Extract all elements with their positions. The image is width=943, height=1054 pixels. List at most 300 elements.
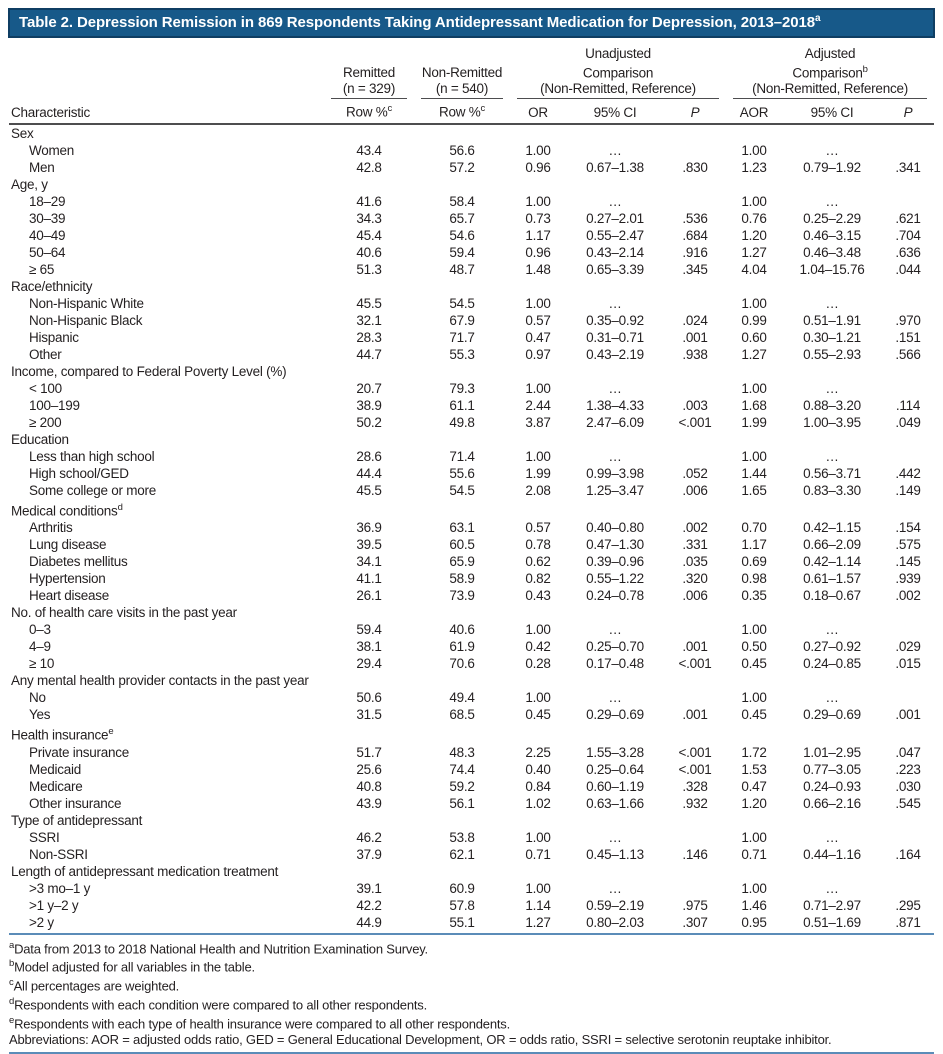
value-cell-or: 0.96	[525, 159, 551, 175]
value-cell-non-remitted-pct: 61.9	[449, 639, 475, 654]
value-cell-unadjusted-ci: 0.24–0.78	[586, 588, 644, 603]
value-cell-non-remitted-pct: 62.1	[449, 846, 475, 862]
footnote-marker: c	[480, 103, 485, 114]
value-cell-adjusted-ci: 0.27–0.92	[803, 639, 861, 654]
value-cell-adjusted-p	[882, 380, 934, 397]
value-cell-non-remitted-pct: 70.6	[449, 656, 475, 671]
value-cell-or: 1.00	[525, 622, 551, 637]
table-row	[9, 414, 934, 431]
value-cell-unadjusted-p: .331	[682, 537, 708, 552]
or-header: OR	[510, 99, 566, 124]
value-cell-remitted-pct: 39.1	[356, 880, 382, 896]
value-cell-non-remitted-pct: 65.9	[449, 554, 475, 569]
value-cell-unadjusted-p: .001	[682, 639, 708, 654]
value-cell-adjusted-p: .151	[895, 329, 921, 345]
value-cell-aor: 1.27	[741, 244, 767, 260]
value-cell-aor: 0.76	[741, 210, 767, 226]
value-cell-adjusted-p: .566	[895, 346, 921, 362]
table-row	[9, 706, 934, 723]
value-cell-adjusted-p	[882, 829, 934, 846]
characteristic-cell: Less than high school	[29, 448, 155, 464]
value-cell-remitted-pct: 36.9	[356, 520, 382, 535]
value-cell-remitted-pct: 40.6	[356, 244, 382, 260]
table-row	[9, 761, 934, 778]
value-cell-unadjusted-p	[664, 829, 726, 846]
value-cell-unadjusted-p: .328	[682, 778, 708, 794]
value-cell-unadjusted-p	[664, 689, 726, 706]
value-cell-unadjusted-ci: …	[608, 295, 622, 311]
value-cell-non-remitted-pct: 60.5	[449, 537, 475, 552]
value-cell-adjusted-p: .030	[895, 778, 921, 794]
value-cell-adjusted-p: .442	[895, 465, 921, 481]
value-cell-unadjusted-p	[664, 880, 726, 897]
value-cell-non-remitted-pct: 48.7	[449, 261, 475, 277]
value-cell-remitted-pct: 50.2	[356, 414, 382, 430]
value-cell-adjusted-p	[882, 142, 934, 159]
category-label: Education	[11, 431, 69, 447]
adjusted-ci-header: 95% CI	[782, 99, 882, 124]
value-cell-aor: 1.99	[741, 414, 767, 430]
value-cell-unadjusted-ci: 0.17–0.48	[586, 656, 644, 671]
adjusted-p-header: P	[882, 99, 934, 124]
table-row	[9, 553, 934, 570]
footnote-marker: d	[117, 501, 123, 513]
value-cell-aor: 0.69	[741, 554, 767, 569]
table-row	[9, 380, 934, 397]
characteristic-cell: < 100	[29, 380, 62, 396]
value-cell-unadjusted-ci: …	[608, 690, 622, 705]
characteristic-cell: Medicare	[29, 778, 83, 794]
table-row	[9, 795, 934, 812]
value-cell-adjusted-ci: 0.25–2.29	[803, 210, 861, 226]
value-cell-adjusted-ci: 0.46–3.48	[803, 244, 861, 260]
category-label: Any mental health provider contacts in the past year	[11, 673, 309, 688]
value-cell-unadjusted-ci: 0.25–0.64	[586, 761, 644, 777]
value-cell-non-remitted-pct: 49.8	[449, 414, 475, 430]
value-cell-remitted-pct: 43.4	[356, 142, 382, 158]
characteristic-cell: Women	[29, 142, 75, 158]
value-cell-adjusted-ci: 0.83–3.30	[803, 482, 861, 498]
value-cell-adjusted-ci: 1.01–2.95	[803, 744, 861, 760]
value-cell-non-remitted-pct: 71.4	[449, 448, 475, 464]
table-title: Table 2. Depression Remission in 869 Respondents Taking Antidepressant Medication for Depression, 2013–2018	[19, 14, 815, 31]
table-body	[9, 124, 934, 934]
value-cell-remitted-pct: 25.6	[356, 761, 382, 777]
value-cell-aor: 1.23	[741, 159, 767, 175]
value-cell-remitted-pct: 37.9	[356, 846, 382, 862]
value-cell-aor: 0.71	[741, 846, 767, 862]
footnote: $^a$Data from 2013 to 2018 National Health and Nutrition Examination Survey.	[9, 939, 428, 956]
value-cell-remitted-pct: 45.4	[356, 227, 382, 243]
characteristic-cell: 100–199	[29, 397, 80, 413]
value-cell-unadjusted-ci: 0.63–1.66	[586, 795, 644, 811]
value-cell-adjusted-p: .001	[895, 707, 921, 722]
value-cell-unadjusted-p: .001	[682, 707, 708, 722]
value-cell-unadjusted-ci: …	[608, 193, 622, 209]
value-cell-unadjusted-ci: …	[608, 880, 622, 896]
value-cell-or: 1.02	[525, 795, 551, 811]
value-cell-non-remitted-pct: 55.3	[449, 346, 475, 362]
characteristic-cell: 50–64	[29, 244, 66, 260]
value-cell-unadjusted-p	[664, 448, 726, 465]
value-cell-unadjusted-p: .003	[682, 397, 708, 413]
remitted-column-header	[324, 42, 414, 99]
value-cell-unadjusted-ci: …	[608, 829, 622, 845]
value-cell-aor: 1.20	[741, 795, 767, 811]
footnote: $^c$All percentages are weighted.	[9, 977, 180, 994]
footnote-marker: e	[108, 726, 114, 737]
value-cell-or: 1.00	[525, 690, 551, 705]
value-cell-or: 1.00	[525, 295, 551, 311]
table-row	[9, 244, 934, 261]
value-cell-unadjusted-ci: 0.27–2.01	[586, 210, 644, 226]
remitted-n: (n = 329)	[342, 80, 396, 96]
table-row	[9, 846, 934, 863]
value-cell-or: 0.96	[525, 244, 551, 260]
category-row	[9, 431, 934, 448]
table-row	[9, 519, 934, 536]
value-cell-adjusted-ci: 0.51–1.69	[782, 914, 882, 934]
value-cell-adjusted-ci: 0.46–3.15	[803, 227, 861, 243]
characteristic-cell: Private insurance	[29, 744, 130, 760]
value-cell-aor: 0.70	[741, 520, 767, 535]
characteristic-cell: Some college or more	[29, 482, 157, 498]
category-row	[9, 124, 934, 142]
characteristic-cell: Diabetes mellitus	[29, 554, 128, 569]
characteristic-cell: High school/GED	[29, 465, 129, 481]
value-cell-adjusted-ci: 0.79–1.92	[803, 159, 861, 175]
value-cell-unadjusted-ci: 0.40–0.80	[586, 520, 644, 535]
table-row	[9, 829, 934, 846]
value-cell-adjusted-p	[882, 621, 934, 638]
value-cell-remitted-pct: 34.3	[356, 210, 382, 226]
value-cell-unadjusted-p: .916	[682, 244, 708, 260]
value-cell-adjusted-ci: 0.24–0.85	[803, 656, 861, 671]
value-cell-non-remitted-pct: 58.4	[449, 193, 475, 209]
category-row	[9, 604, 934, 621]
characteristic-header-spacer	[9, 42, 324, 99]
table-row	[9, 210, 934, 227]
value-cell-unadjusted-ci: 0.43–2.14	[586, 244, 644, 260]
value-cell-unadjusted-p: <.001	[678, 744, 712, 760]
category-label: Income, compared to Federal Poverty Level (%)	[11, 363, 287, 379]
category-row	[9, 863, 934, 880]
value-cell-or: 2.44	[525, 397, 551, 413]
value-cell-aor: 0.47	[741, 778, 767, 794]
value-cell-aor: 1.00	[741, 690, 767, 705]
value-cell-remitted-pct: 44.9	[324, 914, 414, 934]
table-row	[9, 312, 934, 329]
table-row	[9, 346, 934, 363]
table-row	[9, 193, 934, 210]
value-cell-adjusted-p: .015	[895, 656, 921, 671]
value-cell-remitted-pct: 41.1	[356, 571, 382, 586]
footnote-marker: c	[387, 103, 392, 114]
row-pct-label: Row %	[438, 104, 481, 120]
category-row	[9, 278, 934, 295]
value-cell-unadjusted-p: .001	[682, 329, 708, 345]
value-cell-adjusted-ci: 0.42–1.14	[803, 554, 861, 569]
value-cell-aor: 1.00	[741, 880, 767, 896]
value-cell-unadjusted-ci: 1.38–4.33	[586, 397, 644, 413]
value-cell-remitted-pct: 41.6	[356, 193, 382, 209]
category-row	[9, 176, 934, 193]
characteristic-cell: Non-Hispanic Black	[29, 312, 143, 328]
table-row	[9, 465, 934, 482]
value-cell-unadjusted-ci: 1.55–3.28	[586, 744, 644, 760]
value-cell-aor: 0.99	[741, 312, 767, 328]
table-row	[9, 655, 934, 672]
value-cell-or: 1.00	[525, 829, 551, 845]
table-row	[9, 261, 934, 278]
value-cell-unadjusted-ci: 0.47–1.30	[586, 537, 644, 552]
value-cell-aor: 1.65	[741, 482, 767, 498]
value-cell-unadjusted-p: .536	[682, 210, 708, 226]
table-row	[9, 587, 934, 604]
value-cell-remitted-pct: 38.1	[356, 639, 382, 654]
characteristic-cell: 30–39	[29, 210, 66, 226]
value-cell-unadjusted-p: .830	[682, 159, 708, 175]
value-cell-or: 0.45	[525, 707, 551, 722]
value-cell-adjusted-ci: 1.00–3.95	[803, 414, 861, 430]
value-cell-adjusted-p	[882, 880, 934, 897]
adjusted-line3: (Non-Remitted, Reference)	[752, 80, 908, 96]
value-cell-remitted-pct: 42.2	[356, 897, 382, 913]
value-cell-unadjusted-p: .006	[682, 482, 708, 498]
value-cell-unadjusted-ci: …	[608, 142, 622, 158]
non-remitted-row-pct-header	[414, 99, 510, 124]
unadjusted-p-header: P	[664, 99, 726, 124]
value-cell-remitted-pct: 31.5	[356, 707, 382, 722]
value-cell-remitted-pct: 39.5	[356, 537, 382, 552]
value-cell-non-remitted-pct: 57.2	[449, 159, 475, 175]
footnote: $^b$Model adjusted for all variables in the table.	[9, 958, 255, 975]
value-cell-non-remitted-pct: 60.9	[449, 880, 475, 896]
value-cell-adjusted-ci: 0.77–3.05	[803, 761, 861, 777]
value-cell-or: 0.28	[525, 656, 551, 671]
category-label: Race/ethnicity	[11, 278, 93, 294]
value-cell-or: 0.73	[525, 210, 551, 226]
value-cell-adjusted-p: .164	[895, 846, 921, 862]
value-cell-remitted-pct: 26.1	[356, 588, 382, 603]
value-cell-aor: 1.20	[741, 227, 767, 243]
characteristic-cell: 0–3	[29, 622, 51, 637]
category-label: Age, y	[11, 176, 48, 192]
value-cell-non-remitted-pct: 56.6	[449, 142, 475, 158]
value-cell-unadjusted-p: .052	[682, 465, 708, 481]
value-cell-unadjusted-p: .307	[664, 914, 726, 934]
value-cell-adjusted-p: .049	[895, 414, 921, 430]
unadjusted-line1: Unadjusted	[585, 46, 651, 61]
characteristic-cell: >1 y–2 y	[29, 897, 79, 913]
table-row	[9, 448, 934, 465]
value-cell-remitted-pct: 28.6	[356, 448, 382, 464]
non-remitted-column-header	[414, 42, 510, 99]
value-cell-remitted-pct: 20.7	[356, 380, 382, 396]
value-cell-remitted-pct: 32.1	[356, 312, 382, 328]
value-cell-aor: 1.17	[741, 537, 767, 552]
value-cell-adjusted-ci: 0.55–2.93	[803, 346, 861, 362]
table-row	[9, 536, 934, 553]
category-row	[9, 499, 934, 520]
value-cell-adjusted-p	[882, 689, 934, 706]
value-cell-adjusted-ci: …	[825, 380, 839, 396]
value-cell-adjusted-p: .223	[895, 761, 921, 777]
value-cell-or: 1.27	[510, 914, 566, 934]
value-cell-adjusted-ci: 0.44–1.16	[803, 846, 861, 862]
value-cell-aor: 1.00	[741, 295, 767, 311]
value-cell-non-remitted-pct: 61.1	[449, 397, 475, 413]
characteristic-cell: Heart disease	[29, 588, 110, 603]
value-cell-aor: 0.60	[741, 329, 767, 345]
footnotes	[9, 935, 934, 1054]
value-cell-aor: 0.45	[741, 656, 767, 671]
value-cell-adjusted-p	[882, 295, 934, 312]
table-row	[9, 914, 934, 934]
unadjusted-line2: Comparison	[582, 65, 654, 80]
characteristic-cell: Medicaid	[29, 761, 82, 777]
value-cell-adjusted-p: .704	[895, 227, 921, 243]
value-cell-aor: 0.50	[741, 639, 767, 654]
value-cell-aor: 1.00	[741, 380, 767, 396]
value-cell-non-remitted-pct: 54.6	[449, 227, 475, 243]
value-cell-unadjusted-ci: 0.25–0.70	[586, 639, 644, 654]
category-label: Type of antidepressant	[11, 812, 143, 828]
value-cell-unadjusted-ci: 1.25–3.47	[586, 482, 644, 498]
value-cell-aor: 4.04	[741, 261, 767, 277]
value-cell-non-remitted-pct: 79.3	[449, 380, 475, 396]
value-cell-adjusted-p: .044	[895, 261, 921, 277]
value-cell-non-remitted-pct: 54.5	[449, 295, 475, 311]
table-row	[9, 570, 934, 587]
value-cell-aor: 1.00	[741, 829, 767, 845]
value-cell-remitted-pct: 40.8	[356, 778, 382, 794]
value-cell-unadjusted-ci: 0.55–1.22	[586, 571, 644, 586]
value-cell-adjusted-p: .341	[895, 159, 921, 175]
value-cell-adjusted-p	[882, 448, 934, 465]
value-cell-or: 0.57	[525, 312, 551, 328]
value-cell-non-remitted-pct: 59.4	[449, 244, 475, 260]
characteristic-cell: Other	[29, 346, 62, 362]
value-cell-aor: 1.44	[741, 465, 767, 481]
category-row	[9, 363, 934, 380]
value-cell-unadjusted-ci: 0.60–1.19	[586, 778, 644, 794]
adjusted-comparison-header	[726, 42, 934, 99]
table-title-bar	[8, 8, 935, 38]
value-cell-unadjusted-p	[664, 380, 726, 397]
value-cell-aor: 1.00	[741, 448, 767, 464]
value-cell-or: 1.00	[525, 880, 551, 896]
value-cell-adjusted-ci: …	[825, 193, 839, 209]
value-cell-adjusted-ci: 0.88–3.20	[803, 397, 861, 413]
value-cell-adjusted-ci: 0.29–0.69	[803, 707, 861, 722]
characteristic-cell: Non-SSRI	[29, 846, 88, 862]
value-cell-unadjusted-ci: 0.29–0.69	[586, 707, 644, 722]
value-cell-or: 0.43	[525, 588, 551, 603]
value-cell-adjusted-ci: …	[825, 622, 839, 637]
value-cell-unadjusted-ci: 0.99–3.98	[586, 465, 644, 481]
value-cell-unadjusted-p: <.001	[678, 761, 712, 777]
value-cell-unadjusted-p: .345	[682, 261, 708, 277]
value-cell-adjusted-p: .545	[895, 795, 921, 811]
value-cell-or: 0.47	[525, 329, 551, 345]
footnote-marker: c	[9, 977, 14, 989]
value-cell-or: 0.57	[525, 520, 551, 535]
value-cell-non-remitted-pct: 40.6	[449, 622, 475, 637]
value-cell-unadjusted-p: <.001	[678, 656, 712, 671]
characteristic-cell: >3 mo–1 y	[29, 880, 91, 896]
value-cell-aor: 0.45	[741, 707, 767, 722]
value-cell-non-remitted-pct: 59.2	[449, 778, 475, 794]
value-cell-or: 0.42	[525, 639, 551, 654]
value-cell-adjusted-ci: 0.66–2.09	[803, 537, 861, 552]
category-label: Medical conditions$^d$	[11, 501, 123, 518]
value-cell-remitted-pct: 44.4	[356, 465, 382, 481]
table-row	[9, 142, 934, 159]
value-cell-unadjusted-ci: 0.45–1.13	[586, 846, 644, 862]
unadjusted-ci-header: 95% CI	[566, 99, 664, 124]
characteristic-cell: SSRI	[29, 829, 60, 845]
value-cell-adjusted-ci: 0.51–1.91	[803, 312, 861, 328]
value-cell-remitted-pct: 51.3	[356, 261, 382, 277]
footnote: $^e$Respondents with each type of health insurance were compared to all other respondents.	[9, 1015, 510, 1032]
value-cell-adjusted-ci: 1.04–15.76	[799, 261, 865, 277]
characteristic-cell: ≥ 10	[29, 656, 55, 671]
value-cell-adjusted-ci: 0.42–1.15	[803, 520, 861, 535]
value-cell-unadjusted-p	[664, 295, 726, 312]
value-cell-or: 1.00	[525, 142, 551, 158]
table-row	[9, 295, 934, 312]
table-row	[9, 689, 934, 706]
value-cell-adjusted-ci: 0.66–2.16	[803, 795, 861, 811]
category-label: No. of health care visits in the past year	[11, 605, 237, 620]
footnote-marker: d	[9, 996, 15, 1008]
value-cell-unadjusted-p: <.001	[678, 414, 712, 430]
value-cell-unadjusted-p: .146	[682, 846, 708, 862]
value-cell-or: 1.14	[525, 897, 551, 913]
value-cell-unadjusted-p: .035	[682, 554, 708, 569]
value-cell-unadjusted-p: .006	[682, 588, 708, 603]
value-cell-adjusted-p: .970	[895, 312, 921, 328]
value-cell-adjusted-p: .154	[895, 520, 921, 535]
footnote-marker: b	[9, 958, 15, 970]
remitted-row-pct-header	[324, 99, 414, 124]
characteristic-cell: Arthritis	[29, 520, 73, 535]
value-cell-aor: 1.53	[741, 761, 767, 777]
value-cell-unadjusted-p	[664, 193, 726, 210]
value-cell-or: 1.17	[525, 227, 551, 243]
value-cell-or: 3.87	[525, 414, 551, 430]
remitted-label: Remitted	[342, 65, 396, 80]
value-cell-remitted-pct: 51.7	[356, 744, 382, 760]
value-cell-non-remitted-pct: 54.5	[449, 482, 475, 498]
adjusted-footnote-marker: b	[862, 63, 868, 75]
characteristic-cell: ≥ 200	[29, 414, 62, 430]
value-cell-aor: 0.98	[741, 571, 767, 586]
value-cell-adjusted-ci: …	[825, 829, 839, 845]
value-cell-aor: 0.95	[726, 914, 782, 934]
value-cell-unadjusted-p: .024	[682, 312, 708, 328]
value-cell-remitted-pct: 42.8	[356, 159, 382, 175]
value-cell-unadjusted-ci: 0.35–0.92	[586, 312, 644, 328]
value-cell-non-remitted-pct: 63.1	[449, 520, 475, 535]
value-cell-remitted-pct: 43.9	[356, 795, 382, 811]
value-cell-or: 2.08	[525, 482, 551, 498]
value-cell-non-remitted-pct: 49.4	[449, 690, 475, 705]
value-cell-unadjusted-ci: 0.55–2.47	[586, 227, 644, 243]
footnote: Abbreviations: AOR = adjusted odds ratio, GED = General Educational Development, OR = odds ratio, SSRI = selective serotonin reuptake inhibitor.	[9, 1032, 832, 1048]
characteristic-cell: Lung disease	[29, 537, 107, 552]
